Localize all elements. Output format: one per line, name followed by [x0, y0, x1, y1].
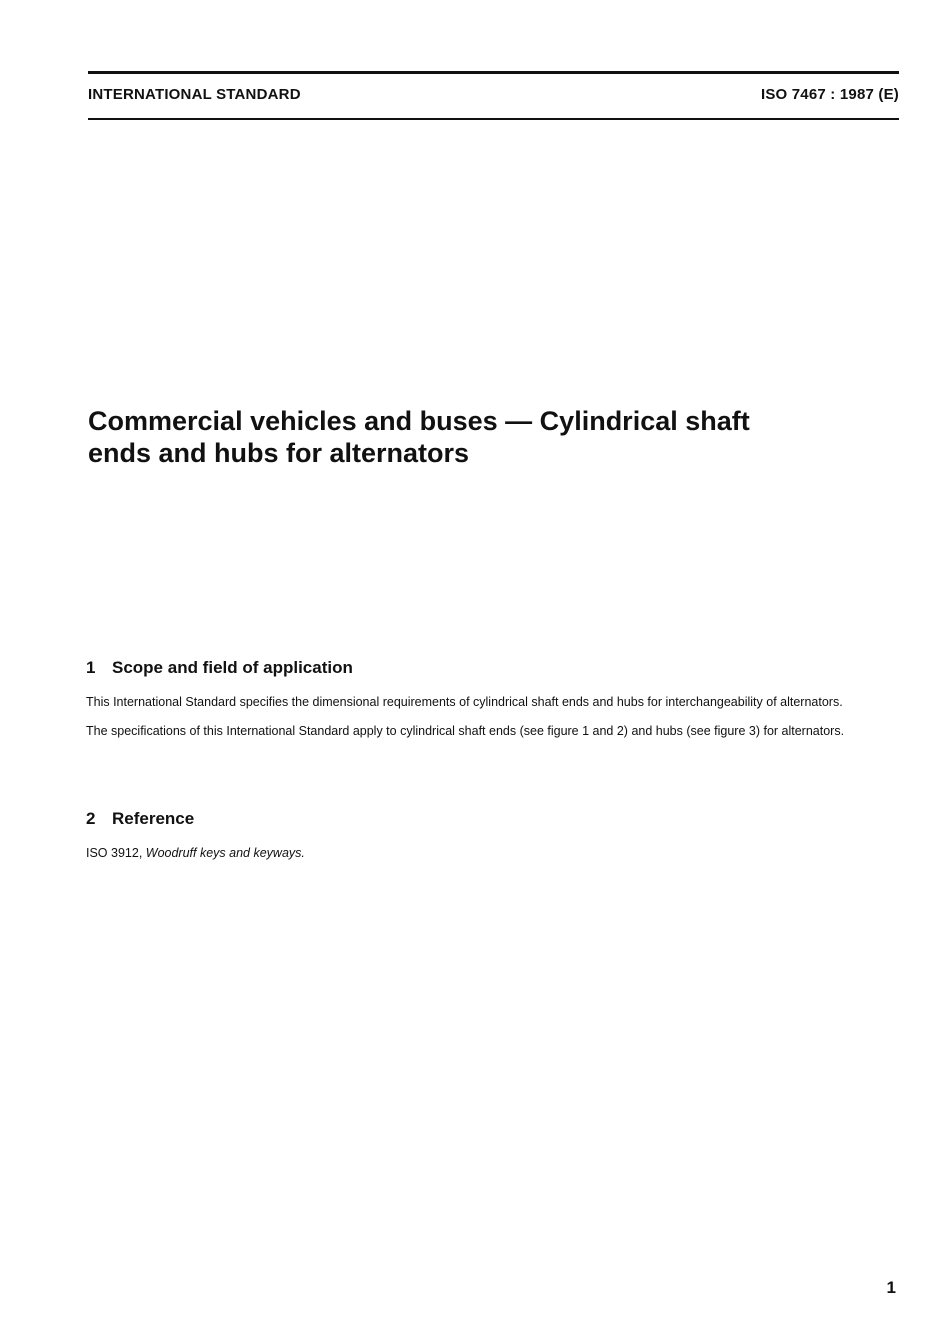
reference-title: Woodruff keys and keyways. [145, 846, 305, 860]
section-heading [86, 808, 897, 830]
document-title-line-2: ends and hubs for alternators [88, 438, 470, 468]
section-scope [86, 657, 897, 752]
section-heading [86, 657, 897, 679]
section-reference [86, 808, 897, 874]
section-number: 2 [86, 809, 96, 828]
paragraph: The specifications of this International Standard apply to cylindrical shaft ends (see figure 1 and 2) and hubs (see figure 3) for alternators. [86, 724, 845, 738]
document-title-line-1: Commercial vehicles and buses — Cylindrical shaft [88, 406, 750, 436]
header-top-rule [88, 71, 899, 74]
header-bottom-rule [88, 118, 899, 120]
reference-entry [86, 845, 897, 861]
section-title: Reference [112, 809, 195, 828]
document-type-label: INTERNATIONAL STANDARD [88, 86, 301, 103]
document-title [88, 405, 868, 469]
page-number: 1 [886, 1278, 896, 1297]
section-number: 1 [86, 658, 96, 677]
paragraph: This International Standard specifies the dimensional requirements of cylindrical shaft ends and hubs for interchangeability of alternators. [86, 695, 843, 709]
section-title: Scope and field of application [112, 658, 353, 677]
standard-number-label: ISO 7467 : 1987 (E) [760, 86, 899, 103]
reference-code: ISO 3912, [86, 846, 143, 860]
